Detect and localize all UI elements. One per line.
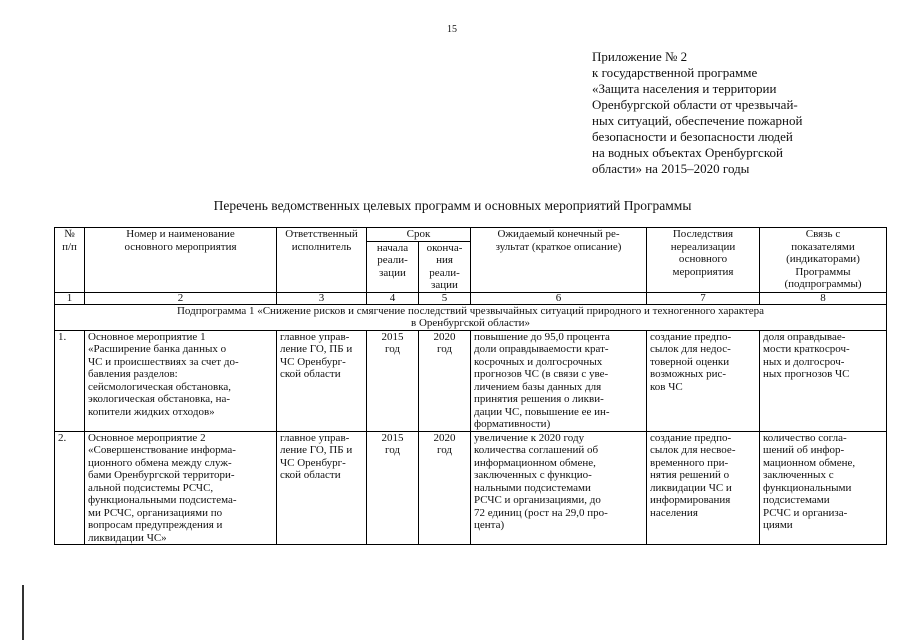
row-link: количество согла- шений об инфор- мационном обмене, заключенных с функциональными подсистемами РСЧС и организа- циями [760, 431, 887, 545]
subprogram-title: Подпрограмма 1 «Снижение рисков и смягчение последствий чрезвычайных ситуаций природного и техногенного характера в Оренбургской области» [55, 304, 887, 330]
column-number: 8 [760, 292, 887, 304]
appendix-line: безопасности и безопасности людей [592, 129, 793, 144]
appendix-line: ных ситуаций, обеспечение пожарной [592, 113, 803, 128]
subprogram-row [55, 304, 887, 330]
header-num: № п/п [55, 228, 85, 293]
column-number: 7 [647, 292, 760, 304]
document-title: Перечень ведомственных целевых программ и основных мероприятий Программы [213, 198, 692, 213]
appendix-line: «Защита населения и территории [592, 81, 777, 96]
table-row [55, 431, 887, 545]
header-consequences: Последствия нереализации основного мероприятия [647, 228, 760, 293]
header-term: Срок [367, 228, 471, 242]
row-consequences: создание предпо- сылок для недос- товерной оценки возможных рис- ков ЧС [647, 330, 760, 431]
header-end: оконча- ния реали- зации [419, 241, 471, 292]
row-result: увеличение к 2020 году количества соглашений об информационном обмене, заключенных с функцио- нальными подсистемами РСЧС и организациями, до 72 единиц (рост на 29,0 про- цента) [471, 431, 647, 545]
row-executor: главное управ- ление ГО, ПБ и ЧС Оренбург- ской области [277, 330, 367, 431]
appendix-note [592, 49, 892, 177]
row-name: Основное мероприятие 1 «Расширение банка данных о ЧС и происшествиях за счет до- бавления разделов: сейсмологическая обстановка, экологическая обстановка, на- копители жидких отходов» [85, 330, 277, 431]
column-number: 6 [471, 292, 647, 304]
row-end: 2020 год [419, 330, 471, 431]
table-row [55, 330, 887, 431]
header-link: Связь с показателями (индикаторами) Программы (подпрограммы) [760, 228, 887, 293]
column-number: 2 [85, 292, 277, 304]
appendix-line: Оренбургской области от чрезвычай- [592, 97, 798, 112]
row-consequences: создание предпо- сылок для несвое- временного при- нятия решений о ликвидации ЧС и информирования населения [647, 431, 760, 545]
column-number-row [55, 292, 887, 304]
row-executor: главное управ- ление ГО, ПБ и ЧС Оренбург- ской области [277, 431, 367, 545]
header-result: Ожидаемый конечный ре- зультат (краткое описание) [471, 228, 647, 293]
appendix-line: на водных объектах Оренбургской [592, 145, 783, 160]
appendix-line: Приложение № 2 [592, 49, 688, 64]
row-result: повышение до 95,0 процента доли оправдываемости крат- косрочных и долгосрочных прогнозов ЧС (в связи с уве- личением базы данных для принятия решения о ликви- дации ЧС, повышение ее ин- формативности) [471, 330, 647, 431]
row-num: 2. [55, 431, 85, 545]
page-number: 15 [447, 24, 457, 35]
row-start: 2015 год [367, 431, 419, 545]
appendix-line: области» на 2015–2020 годы [592, 161, 750, 176]
column-number: 4 [367, 292, 419, 304]
row-end: 2020 год [419, 431, 471, 545]
header-start: начала реали- зации [367, 241, 419, 292]
scan-edge-line [22, 585, 24, 640]
row-num: 1. [55, 330, 85, 431]
column-number: 1 [55, 292, 85, 304]
row-link: доля оправдывае- мости краткосроч- ных и долгосроч- ных прогнозов ЧС [760, 330, 887, 431]
row-name: Основное мероприятие 2 «Совершенствование информа- ционного обмена между служ- бами Оренбургской территори- альной подсистемы РСЧС, функциональными подсистема- ми РСЧС, организациями по вопросам предупреждения и ликвидации ЧС» [85, 431, 277, 545]
column-number: 3 [277, 292, 367, 304]
header-executor: Ответственный исполнитель [277, 228, 367, 293]
header-name: Номер и наименование основного мероприятия [85, 228, 277, 293]
header-row [55, 228, 887, 242]
appendix-line: к государственной программе [592, 65, 758, 80]
programs-table [54, 227, 887, 545]
row-start: 2015 год [367, 330, 419, 431]
column-number: 5 [419, 292, 471, 304]
